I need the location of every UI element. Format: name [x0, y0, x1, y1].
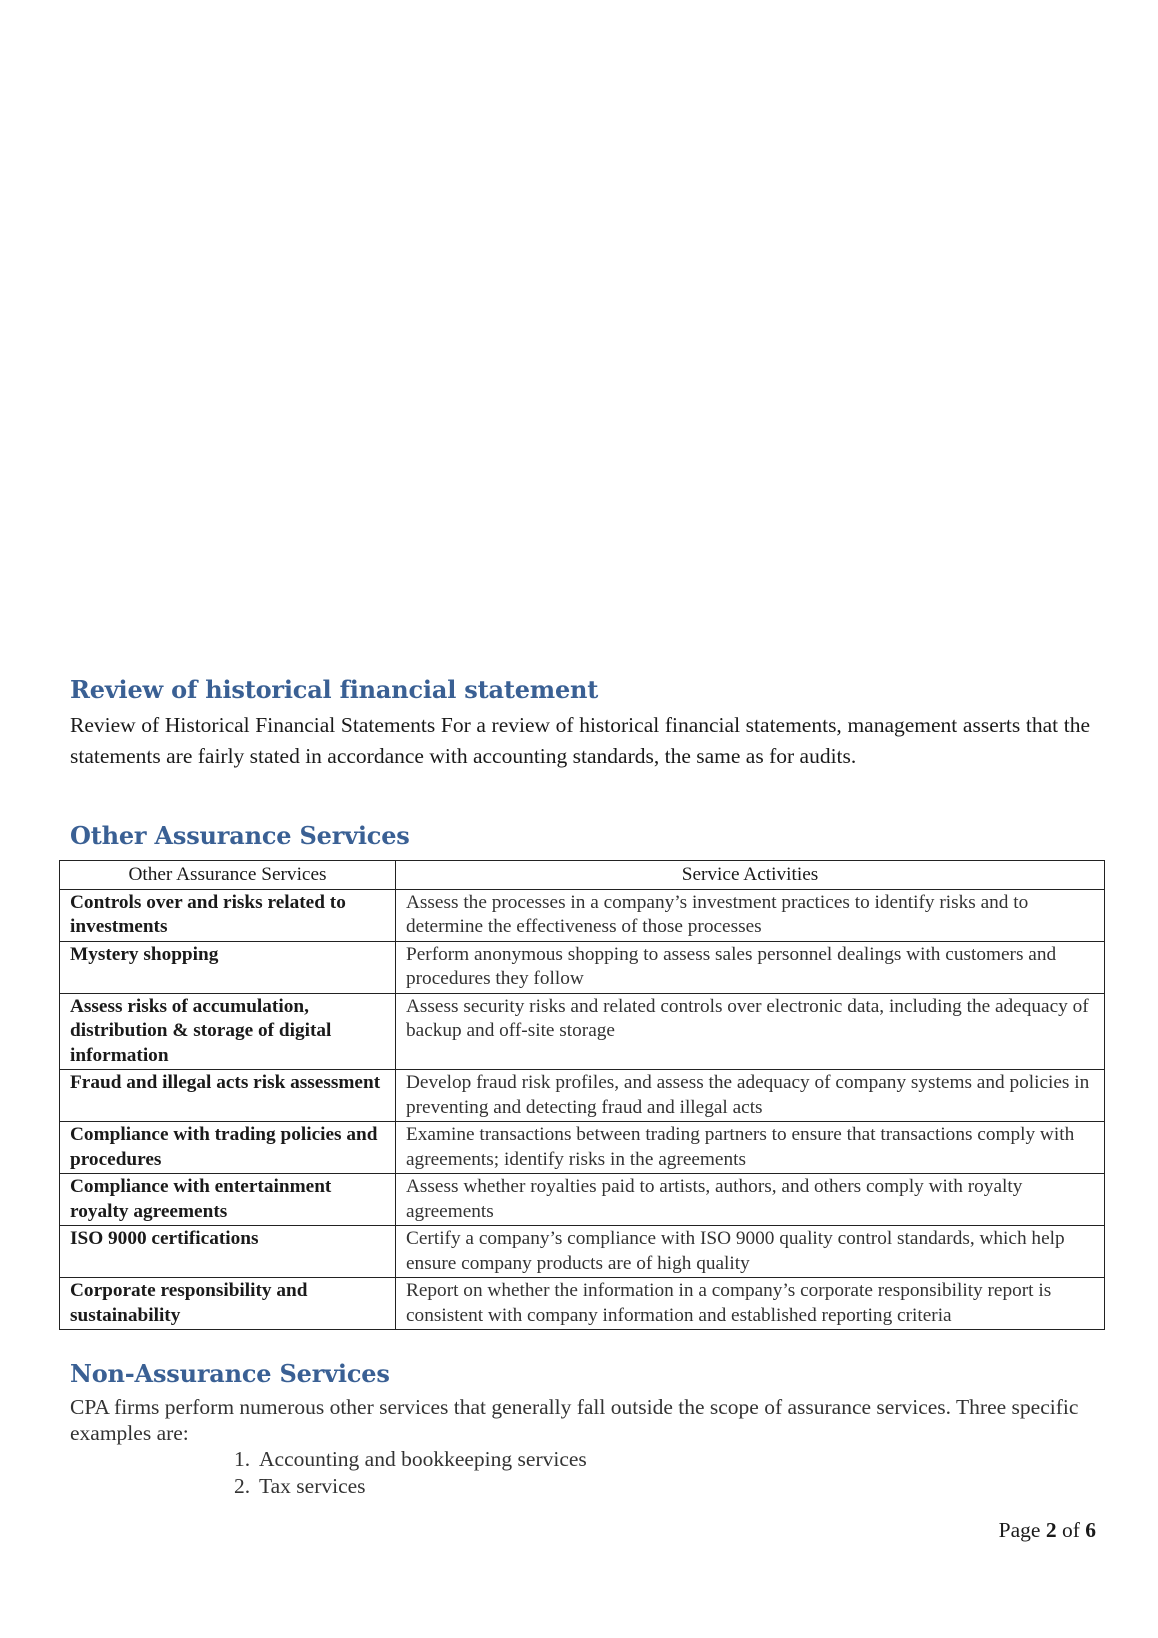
page-word: Page [998, 1518, 1041, 1542]
page-number [999, 1518, 1096, 1543]
service-name-cell: ISO 9000 certifications [60, 1226, 396, 1278]
service-name-cell: Compliance with trading policies and procedures [60, 1122, 396, 1174]
service-name-cell: Compliance with entertainment royalty agreements [60, 1174, 396, 1226]
current-page: 2 [1045, 1518, 1057, 1542]
non-assurance-heading: Non-Assurance Services [70, 1359, 390, 1388]
list-item-number: 2. [234, 1474, 251, 1498]
table-row [60, 941, 1105, 993]
non-assurance-list [234, 1446, 587, 1500]
service-activity-cell: Develop fraud risk profiles, and assess the adequacy of company systems and policies in preventing and detecting fraud and illegal acts [396, 1070, 1105, 1122]
table-row [60, 889, 1105, 941]
of-word: of [1061, 1518, 1080, 1542]
service-activity-cell: Assess the processes in a company’s investment practices to identify risks and to determine the effectiveness of those processes [396, 889, 1105, 941]
review-body: Review of Historical Financial Statements For a review of historical financial statements, management asserts that the statements are fairly stated in accordance with accounting standards, the same as for audits. [70, 713, 1090, 768]
service-activity-cell: Assess whether royalties paid to artists, authors, and others comply with royalty agreements [396, 1174, 1105, 1226]
table-row [60, 993, 1105, 1070]
service-name-cell: Mystery shopping [60, 941, 396, 993]
table-row [60, 1122, 1105, 1174]
table-row [60, 1226, 1105, 1278]
table-header-row [60, 861, 1105, 890]
other-assurance-heading: Other Assurance Services [70, 821, 410, 850]
service-activity-cell: Report on whether the information in a company’s corporate responsibility report is consistent with company information and established reporting criteria [396, 1278, 1105, 1330]
list-item-number: 1. [234, 1447, 251, 1471]
other-assurance-section [70, 821, 1090, 850]
list-item [234, 1446, 587, 1473]
table-header-activities: Service Activities [396, 861, 1105, 890]
table-row [60, 1278, 1105, 1330]
non-assurance-section [70, 1359, 1090, 1446]
service-name-cell: Fraud and illegal acts risk assessment [60, 1070, 396, 1122]
service-activity-cell: Assess security risks and related controls over electronic data, including the adequacy of backup and off-site storage [396, 993, 1105, 1070]
assurance-services-table [59, 860, 1105, 1330]
list-item-text: Tax services [259, 1474, 366, 1498]
service-name-cell: Assess risks of accumulation, distribution & storage of digital information [60, 993, 396, 1070]
list-item-text: Accounting and bookkeeping services [259, 1447, 587, 1471]
table-row [60, 1070, 1105, 1122]
non-assurance-body: CPA firms perform numerous other services that generally fall outside the scope of assurance services. Three specific examples are: [70, 1395, 1079, 1445]
list-item [234, 1473, 587, 1500]
service-name-cell: Controls over and risks related to investments [60, 889, 396, 941]
service-activity-cell: Certify a company’s compliance with ISO 9000 quality control standards, which help ensure company products are of high quality [396, 1226, 1105, 1278]
review-heading: Review of historical financial statement [70, 675, 599, 704]
service-name-cell: Corporate responsibility and sustainability [60, 1278, 396, 1330]
table-header-service: Other Assurance Services [60, 861, 396, 890]
table-row [60, 1174, 1105, 1226]
review-section [70, 675, 1090, 772]
total-pages: 6 [1085, 1518, 1096, 1542]
service-activity-cell: Examine transactions between trading partners to ensure that transactions comply with agreements; identify risks in the agreements [396, 1122, 1105, 1174]
service-activity-cell: Perform anonymous shopping to assess sales personnel dealings with customers and procedures they follow [396, 941, 1105, 993]
